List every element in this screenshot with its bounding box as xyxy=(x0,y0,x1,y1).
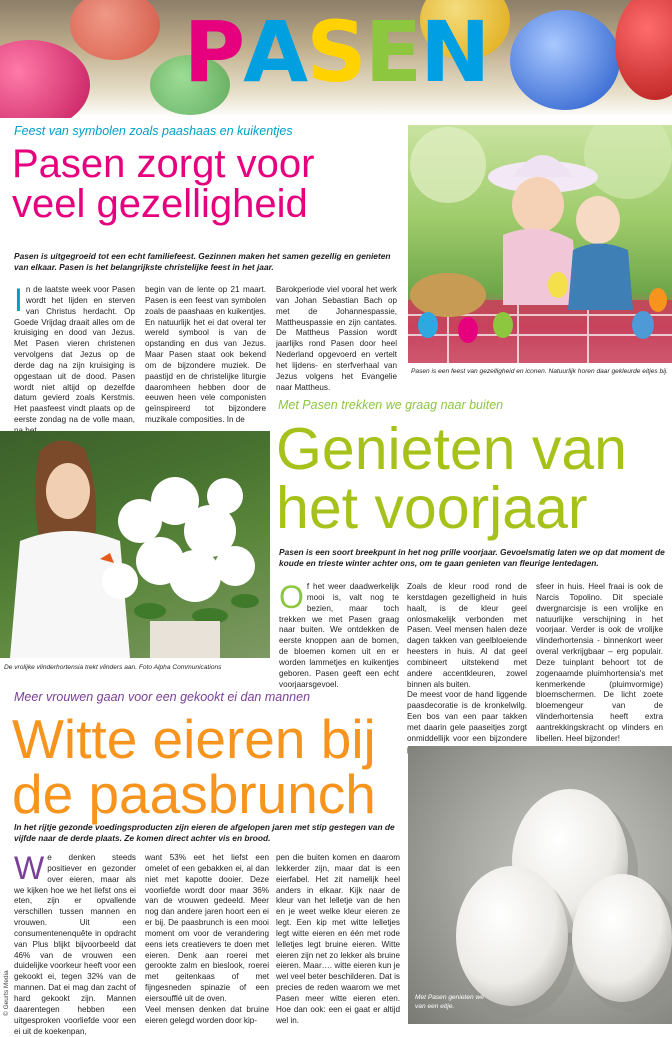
article2-headline-line1: Genieten van xyxy=(276,416,627,482)
article1-lead: Pasen is uitgegroeid tot een echt familiefeest. Gezinnen maken het samen gezellig en genieten van elkaar. Pasen is het belangrijkste christelijke feest in het jaar. xyxy=(14,251,391,273)
masthead-letter: P xyxy=(183,3,244,101)
article1-dropcap: I xyxy=(14,282,23,318)
article2-dropcap: O xyxy=(279,579,304,615)
article2-lead: Pasen is een soort breekpunt in het nog prille voorjaar. Gevoelsmatig laten we op dat moment de koude en trieste winter achter ons, om te gaan genieten van fleurige lentedagen. xyxy=(279,547,665,569)
article3-column-1 xyxy=(14,850,136,1037)
masthead xyxy=(0,0,672,118)
article2-headline xyxy=(276,416,627,541)
article3-column-3: pen die buiten komen en daarom lekkerder zijn, maar dat is een eierfabel. Het zit namelijk heel anders in elkaar. Kijk naar de kleur van het lelletje van de hen en je weet welke kleur eieren ze legt. Een kip met witte lelletjes legt witte eieren en één met rode lelletjes legt bruine eieren. Witte eieren zijn net zo lekker als bruine eieren. Maar…. witte eieren kun je wel veel beter beschilderen. Dat is precies de reden waarom we met Pasen meer witte eieren eten. Hoe dan ook: een ei gaat er altijd wel in. xyxy=(276,853,400,1025)
article3-column-2 xyxy=(145,853,269,1027)
article1-column-1 xyxy=(14,282,135,437)
article2-column-3: sfeer in huis. Heel fraai is ook de Narcis Topolino. Dit speciale dwergnarcisje is een vrolijke en natuurlijke verschijning in het voorjaar. Verder is ook de vrolijke vlinderhortensia - binnenkort weer overal verkrijgbaar – erg populair. Deze tuinplant behoort tot de zogenaamde pluimhortensia's met kenmerkende (pluimvormige) bloemschermen. De licht zoete bloemengeur van de vlinderhortensia heeft extra aantrekkingskracht op vlinders en libellen. Heel bijzonder! xyxy=(536,582,663,743)
article3-lead: In het rijtje gezonde voedingsproducten zijn eieren de afgelopen jaren met stip gestegen van de vijfde naar de derde plaats. Ze komen direct achter vis en brood. xyxy=(14,822,395,844)
article1-headline-line1: Pasen zorgt voor xyxy=(12,142,315,186)
masthead-letter: E xyxy=(364,3,421,101)
masthead-title xyxy=(0,3,672,101)
credit-label: © Geurts Media xyxy=(3,970,10,1016)
article2-column-1 xyxy=(279,579,399,690)
white-eggs-illustration xyxy=(408,746,672,1024)
article2-kicker: Met Pasen trekken we graag naar buiten xyxy=(278,398,504,412)
masthead-letter: N xyxy=(420,3,489,101)
children-easter-illustration xyxy=(408,125,672,363)
article3-col1-text: e denken steeds positiever en gezonder over eieren, maar als we kijken hoe we het liefst ons ei eten, zijn er opvallende verschillen tussen mannen en vrouwen. Uit een consumentenenquête in opdracht van Plus blijkt bijvoorbeeld dat 46% van de vrouwen een duidelijke voorkeur heeft voor een gekookt ei, tegen 32% van de mannen. Dat ei mag dan zacht of hard gekookt zijn. Mannen daarentegen hebben een uitgesproken voorliefde voor een ei uit de koekenpan, xyxy=(14,853,136,1036)
article1-headline-line2: veel gezelligheid xyxy=(12,182,308,226)
article3-kicker: Meer vrouwen gaan voor een gekookt ei dan mannen xyxy=(14,690,311,704)
white-eggs-photo xyxy=(408,746,672,1024)
article3-headline-line1: Witte eieren bij xyxy=(12,708,376,770)
article1-photo-caption: Pasen is een feest van gezelligheid en iconen. Natuurlijk horen daar gekleurde eitjes bij. xyxy=(411,368,668,375)
article1-headline xyxy=(12,144,314,224)
children-easter-photo xyxy=(408,125,672,363)
article2-col1-text: f het weer daadwerkelijk mooi is, valt nog te bezien, maar toch trekken we met Pasen graag naar buiten. We ontdekken de eerste knoppen aan de bomen, de bloemen komen uit en er worden lammetjes en kuikentjes geboren. Pasen geeft een echt voorjaarsgevoel. xyxy=(279,582,399,689)
article2-photo-caption: De vrolijke vlinderhortensia trekt vlinders aan. Foto Alpha Communications xyxy=(4,664,222,671)
article3-headline-line2: de paasbrunch xyxy=(12,763,376,825)
article1-column-2: begin van de lente op 21 maart. Pasen is een feest van symbolen zoals de paashaas en kuikentjes. En natuurlijk het ei dat overal ter wereld symbool is van de opstanding en dus van Jezus. Maar Pasen staat ook bekend om de bijzondere muziek. De paastijd en de christelijke liturgie daaromheen hebben door de eeuwen heen vele componisten geïnspireerd tot bijzondere muzikale composities. In de xyxy=(145,285,266,425)
masthead-letter: S xyxy=(306,3,365,101)
article2-headline-line2: het voorjaar xyxy=(276,475,588,541)
woman-hydrangea-illustration xyxy=(0,431,270,658)
article3-dropcap: W xyxy=(14,850,45,886)
article3-col2-para1: want 53% eet het liefst een omelet of een gebakken ei, al dan niet met kapotte dooier. Deze voorliefde wordt door maar 36% van de vrouwen gedeeld. Meer nog dan andere jaren hoort een ei er bij. De paasbrunch is een mooi moment om voor de verandering eens iets creatievers te doen met eieren. Denk aan roerei met gerookte zalm en bieslook, roerei met geitenkaas of met fijngesneden spinazie of een eiersoufflé uit de oven. xyxy=(145,853,269,1003)
article3-headline xyxy=(12,708,376,825)
article1-col1-text: n de laatste week voor Pasen wordt het lijden en sterven van Christus herdacht. Op Goede Vrijdag draait alles om de kruisiging en dood van Jezus. Met Pasen vieren christenen vervolgens dat Jezus op de derde dag na zijn kruisiging is opgestaan uit de dood. Pasen wordt niet altijd op dezelfde datum gevierd zoals Kerstmis. Het paasfeest vindt plaats op de eerste zondag na de volle maan, xyxy=(14,285,135,425)
article2-column-2 xyxy=(407,582,527,756)
article1-column-3: Barokperiode viel vooral het werk van Johan Sebastian Bach op met de Johannespassie, Mattheuspassie en zijn cantates. De Mattheus Passion wordt jaarlijks rond Pasen door heel Nederland opgevoerd en vertelt het lijdens- en sterfverhaal van Jezus volgens het Evangelie naar Mattheus. xyxy=(276,285,397,392)
woman-hydrangea-photo xyxy=(0,431,270,658)
article3-photo-caption: Met Pasen genieten we van een eitje. xyxy=(415,994,484,1010)
article2-col2-para2: De meest voor de hand liggende paasdecoratie is de kronkelwilg. Een bos van een paar takken met daarin gele paaseitjes zorgt onmiddellijk voor een bijzondere xyxy=(407,690,527,743)
article2-col2-para1: Zoals de kleur rood rond de kerstdagen gezelligheid in huis haalt, is de kleur geel onlosmakelijk verbonden met Pasen. Veel mensen halen deze dagen takken van geelbloeiende heesters in huis. Al dat geel combineert uitstekend met andere accentkleuren, zowel binnen als buiten. xyxy=(407,582,527,689)
article3-col2-para2: Veel mensen denken dat bruine eieren gelegd worden door kip- xyxy=(145,1004,269,1025)
masthead-letter: A xyxy=(243,3,307,101)
article1-kicker: Feest van symbolen zoals paashaas en kuikentjes xyxy=(14,124,293,138)
